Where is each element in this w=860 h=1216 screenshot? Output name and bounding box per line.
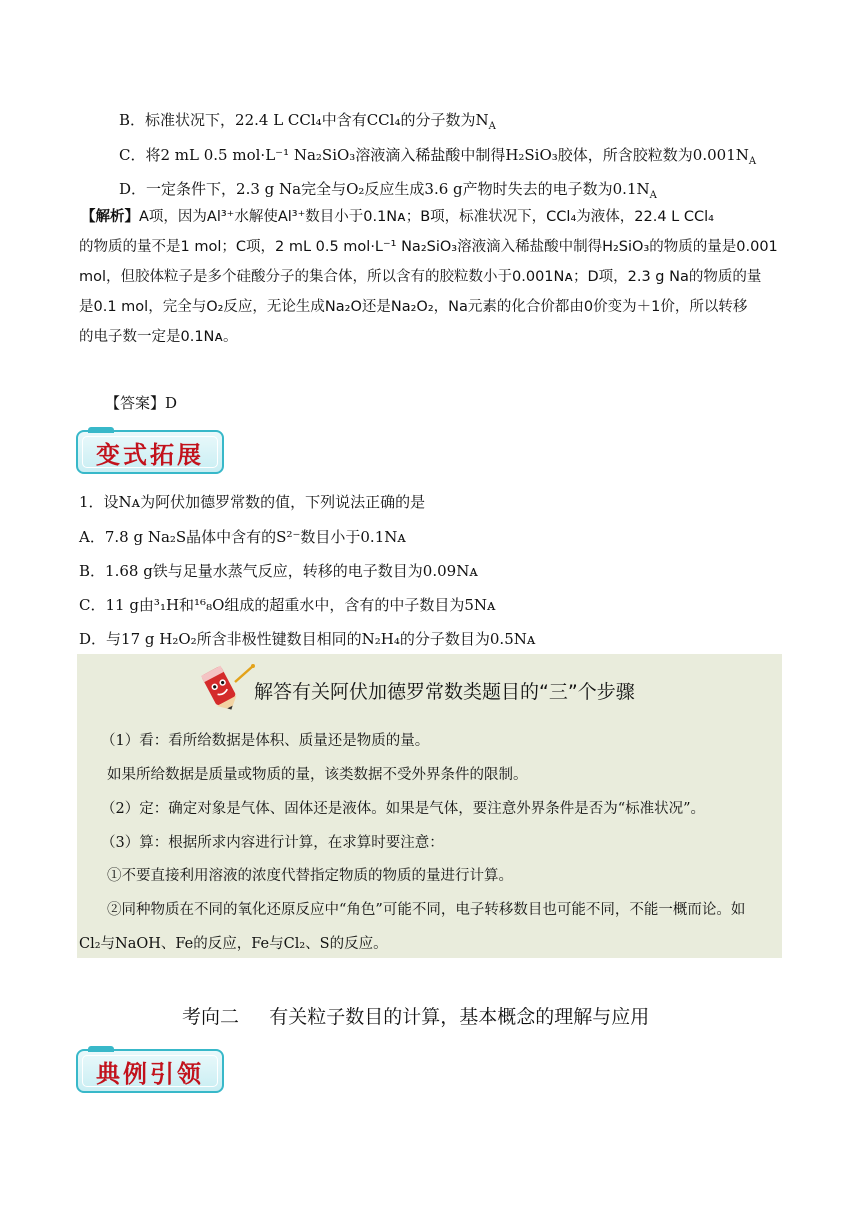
tip-line-7: Cl₂与NaOH、Fe的反应，Fe与Cl₂、S的反应。 xyxy=(79,936,388,952)
question-option-a: A．7.8 g Na₂S晶体中含有的S²⁻数目小于0.1Nᴀ xyxy=(79,528,406,546)
tip-line-4: （3）算：根据所求内容进行计算，在求算时要注意： xyxy=(101,835,444,851)
question-option-d: D．与17 g H₂O₂所含非极性键数目相同的N₂H₄的分子数目为0.5Nᴀ xyxy=(79,630,536,648)
question-option-c: C．11 g由³₁H和¹⁶₈O组成的超重水中，含有的中子数目为5Nᴀ xyxy=(79,596,496,614)
section-title: 考向二 有关粒子数目的计算，基本概念的理解与应用 xyxy=(182,1006,650,1028)
option-d: D．一定条件下，2.3 g Na完全与O₂反应生成3.6 g产物时失去的电子数为$0.1N_A$ xyxy=(119,180,657,201)
analysis-label: 【解析】 xyxy=(81,209,139,225)
variant-extension-badge: 变式拓展 xyxy=(76,430,224,474)
option-c: C．将2 mL 0.5 mol·L⁻¹ Na₂SiO₃溶液滴入稀盐酸中制得H₂SiO₃胶体，所含胶粒数为$0.001N_A$ xyxy=(119,146,757,167)
tip-line-2: 如果所给数据是质量或物质的量，该类数据不受外界条件的限制。 xyxy=(107,767,528,783)
tip-line-3: （2）定：确定对象是气体、固体还是液体。如果是气体，要注意外界条件是否为“标准状况”。 xyxy=(101,801,706,817)
option-b: B．标准状况下，22.4 L CCl₄中含有CCl₄的分子数为$N_A$ xyxy=(119,111,496,132)
tip-line-6: ②同种物质在不同的氧化还原反应中“角色”可能不同，电子转移数目也可能不同，不能一概而论。如 xyxy=(107,902,746,918)
typical-example-badge: 典例引领 xyxy=(76,1049,224,1093)
tip-line-5: ①不要直接利用溶液的浓度代替指定物质的物质的量进行计算。 xyxy=(107,868,513,884)
answer: 【答案】D xyxy=(105,394,178,412)
tip-title: 解答有关阿伏加德罗常数类题目的“三”个步骤 xyxy=(254,681,635,703)
analysis-block: 【解析】A项，因为Al³⁺水解使Al³⁺数目小于0.1Nᴀ；B项，标准状况下，CCl₄为液体，22.4 L CCl₄ 的物质的量不是1 mol；C项，2 mL 0.5 mol·L⁻¹ Na₂SiO₃溶液滴入稀盐酸中制得H₂SiO₃的物质的量是0.001 mol，但胶体粒子是多个硅酸分子的集合体，所以含有的胶粒数小于0.001Nᴀ；D项，2.3 g Na的物质的量 是0.1 mol，完全与O₂反应，无论生成Na₂O还是Na₂O₂，Na元素的化合价都由0价变为＋1价，所以转移 的电子数一定是0.1Nᴀ。 xyxy=(79,209,778,345)
question-stem: 1．设Nᴀ为阿伏加德罗常数的值，下列说法正确的是 xyxy=(79,493,426,511)
question-option-b: B．1.68 g铁与足量水蒸气反应，转移的电子数目为0.09Nᴀ xyxy=(79,562,478,580)
tip-line-1: （1）看：看所给数据是体积、质量还是物质的量。 xyxy=(101,733,430,749)
pencil-mascot-icon xyxy=(199,660,255,712)
